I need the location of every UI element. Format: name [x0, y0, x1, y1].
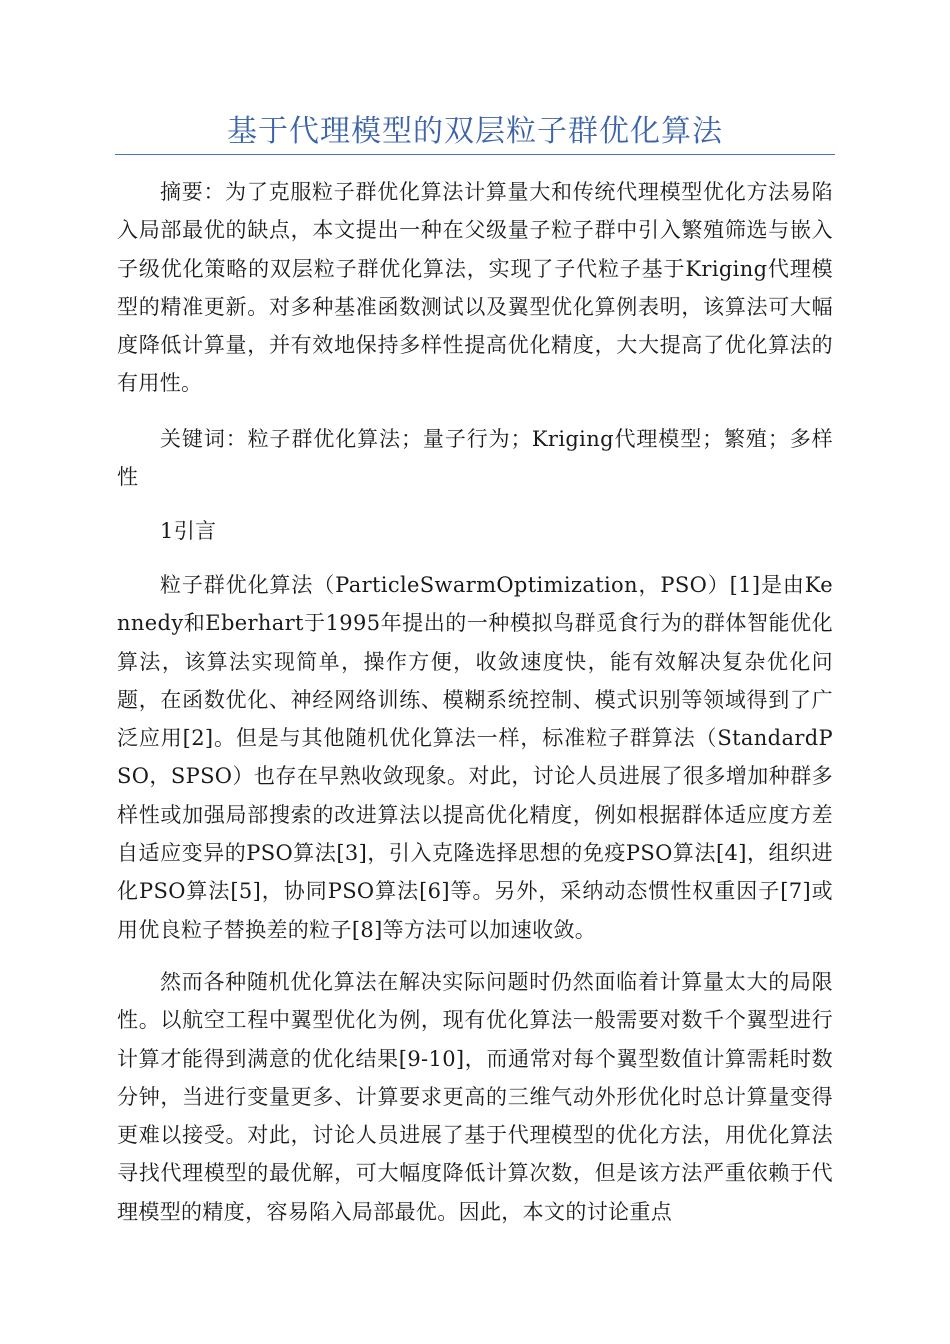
intro-paragraph-2: 然而各种随机优化算法在解决实际问题时仍然面临着计算量太大的局限性。以航空工程中翼型优化为例，现有优化算法一般需要对数千个翼型进行计算才能得到满意的优化结果[9-10]，而通常对每个翼型数值计算需耗时数分钟，当进行变量更多、计算要求更高的三维气动外形优化时总计算量变得更难以接受。对此，讨论人员进展了基于代理模型的优化方法，用优化算法寻找代理模型的最优解，可大幅度降低计算次数，但是该方法严重依赖于代理模型的精度，容易陷入局部最优。因此，本文的讨论重点: [117, 970, 833, 1224]
document-title: 基于代理模型的双层粒子群优化算法: [227, 114, 723, 149]
keywords-paragraph: 关键词：粒子群优化算法；量子行为；Kriging代理模型；繁殖；多样性: [117, 427, 833, 490]
section-heading: 1引言: [160, 519, 217, 543]
abstract-paragraph: 摘要：为了克服粒子群优化算法计算量大和传统代理模型优化方法易陷入局部最优的缺点，本文提出一种在父级量子粒子群中引入繁殖筛选与嵌入子级优化策略的双层粒子群优化算法，实现了子代粒子基于Kriging代理模型的精准更新。对多种基准函数测试以及翼型优化算例表明，该算法可大幅度降低计算量，并有效地保持多样性提高优化精度，大大提高了优化算法的有用性。: [117, 180, 833, 396]
title-underline: [115, 154, 835, 155]
intro-paragraph-1: 粒子群优化算法（ParticleSwarmOptimization，PSO）[1]是由Kennedy和Eberhart于1995年提出的一种模拟鸟群觅食行为的群体智能优化算法，该算法实现简单，操作方便，收敛速度快，能有效解决复杂优化问题，在函数优化、神经网络训练、模糊系统控制、模式识别等领域得到了广泛应用[2]。但是与其他随机优化算法一样，标准粒子群算法（StandardPSO，SPSO）也存在早熟收敛现象。对此，讨论人员进展了很多增加种群多样性或加强局部搜索的改进算法以提高优化精度，例如根据群体适应度方差自适应变异的PSO算法[3]，引入克隆选择思想的免疫PSO算法[4]，组织进化PSO算法[5]，协同PSO算法[6]等。另外，采纳动态惯性权重因子[7]或用优良粒子替换差的粒子[8]等方法可以加速收敛。: [117, 573, 833, 942]
